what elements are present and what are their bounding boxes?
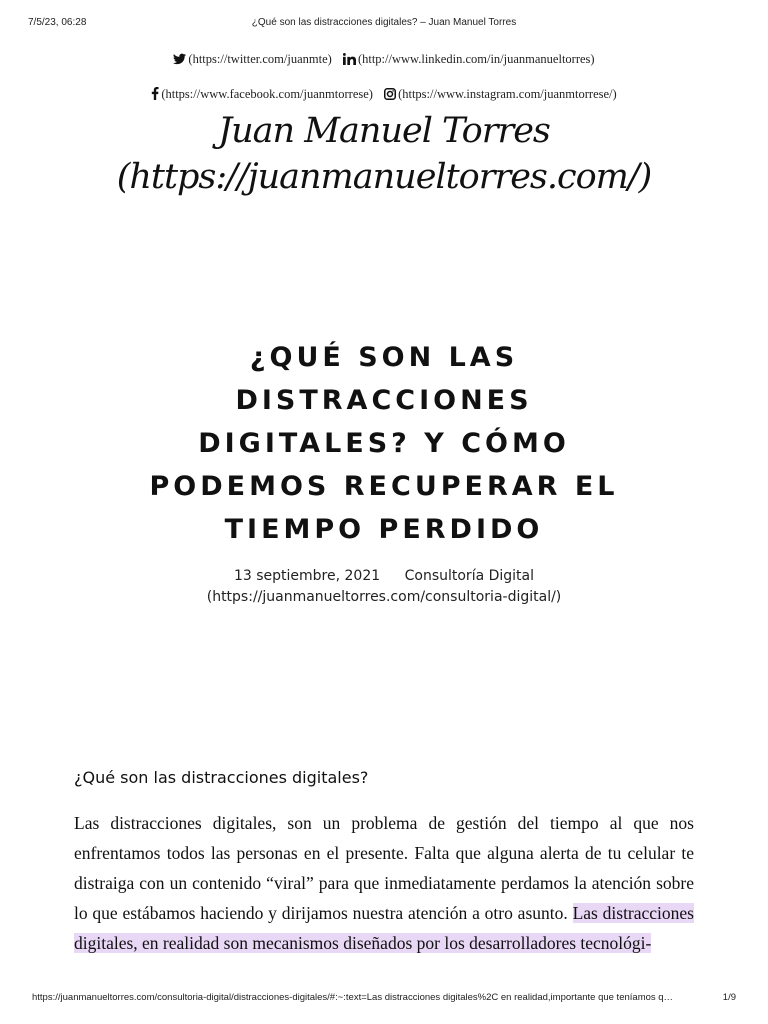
section-heading: ¿Qué son las distracciones digitales? [74,768,369,787]
post-meta [0,566,768,608]
linkedin-icon [343,53,356,65]
print-datetime: 7/5/23, 06:28 [28,17,87,28]
twitter-url: (https://twitter.com/juanmte) [188,52,332,66]
paragraph-text: Las distracciones digitales, son un problema de gestión del tiempo al que nos enfrentamos todos las personas en el presente. Falta que alguna alerta de tu celular te distraiga con un contenido “viral” para que inmediatamente perdamos la atención sobre lo que estábamos haciendo y dirijamos nuestra atención a otro asunto. [74,813,694,923]
print-footer-url: https://juanmanueltorres.com/consultoria-digital/distracciones-digitales/#:~:text=Las distracciones digitales%2C en realidad,importante que teníamos q… [32,992,674,1003]
site-brand-link[interactable] [0,108,768,200]
print-page-number: 1/9 [722,992,736,1003]
post-date: 13 septiembre, 2021 [233,568,381,584]
instagram-icon [384,88,396,100]
instagram-url: (https://www.instagram.com/juanmtorrese/) [398,87,617,101]
post-category-link[interactable]: Consultoría Digital [404,568,535,584]
facebook-icon [151,87,159,100]
social-link-linkedin[interactable] [343,52,595,67]
print-page-title: ¿Qué son las distracciones digitales? – Juan Manuel Torres [251,17,517,28]
social-links-row-1 [0,52,768,67]
social-link-facebook[interactable] [151,87,373,102]
site-brand-name: Juan Manuel Torres [218,111,550,151]
social-link-twitter[interactable] [173,52,331,67]
post-category-url: (https://juanmanueltorres.com/consultoria-digital/) [206,589,562,605]
print-header [0,12,768,26]
facebook-url: (https://www.facebook.com/juanmtorrese) [161,87,373,101]
social-link-instagram[interactable] [384,87,617,102]
body-paragraph [74,808,694,958]
linkedin-url: (http://www.linkedin.com/in/juanmanueltorres) [357,52,595,66]
social-links-row-2 [0,87,768,102]
twitter-icon [173,53,186,65]
post-title: ¿QUÉ SON LAS DISTRACCIONES DIGITALES? Y CÓMO PODEMOS RECUPERAR EL TIEMPO PERDIDO [149,342,619,545]
site-brand-url: (https://juanmanueltorres.com/) [116,157,652,197]
highlighted-text: Las distracciones digitales, en realidad son mecanismos diseñados por los desarrolladores tecnológi- [74,903,694,953]
